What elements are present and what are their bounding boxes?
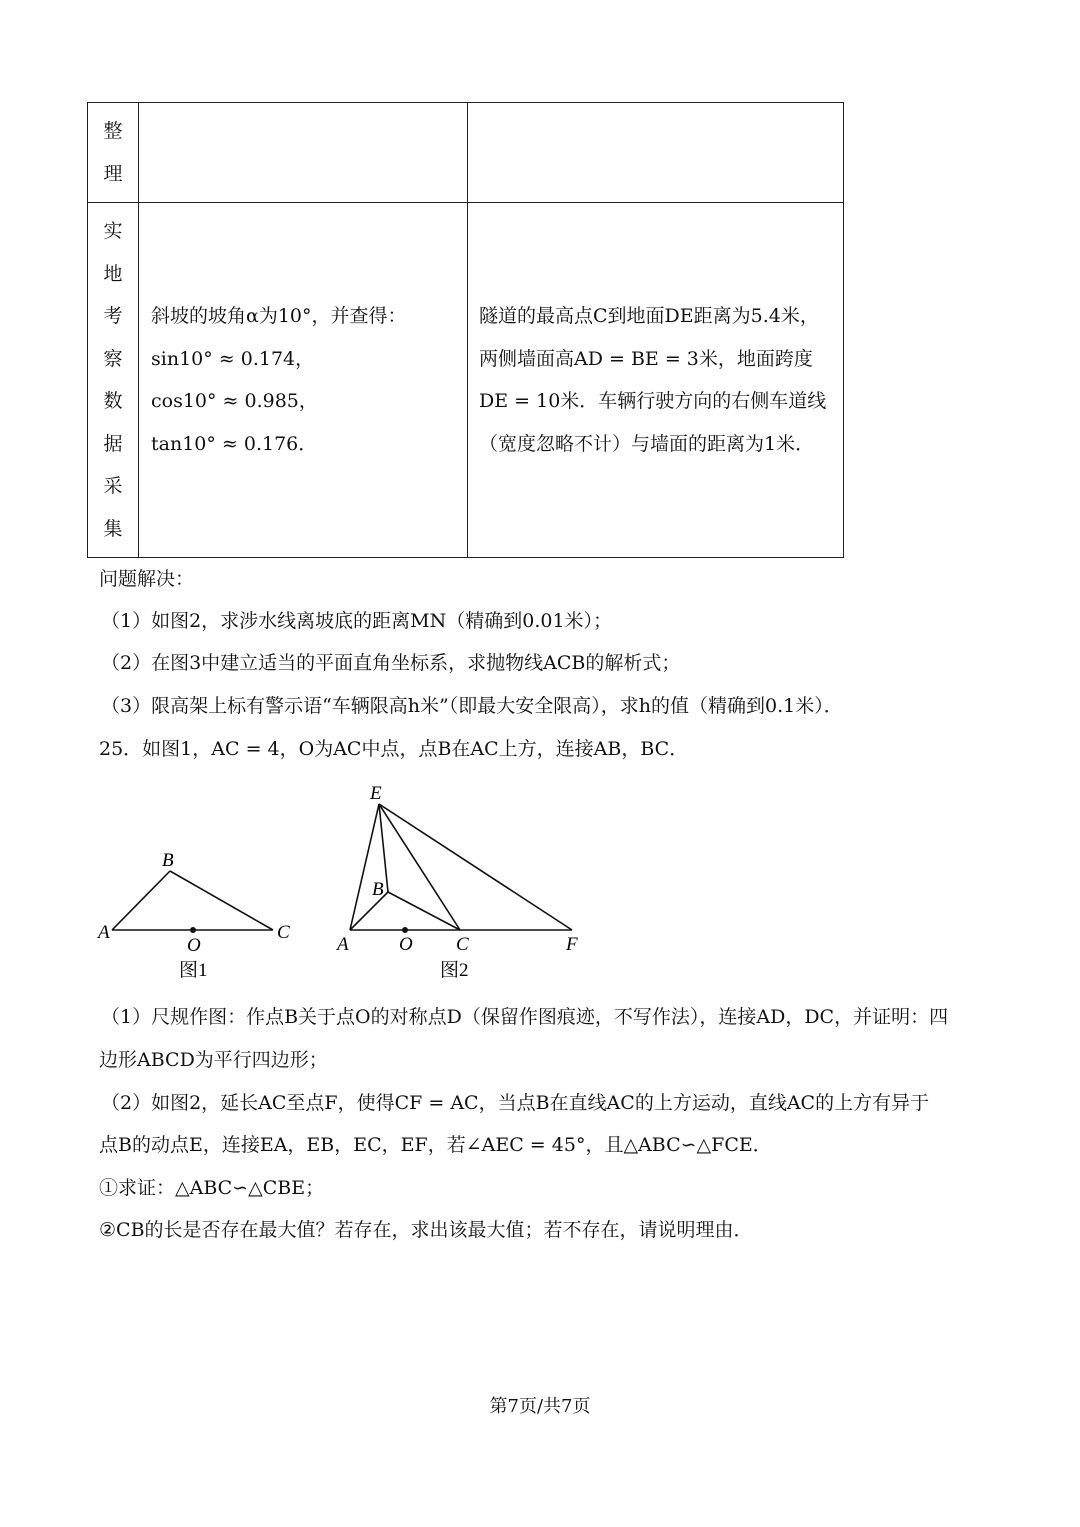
point-label: B bbox=[372, 879, 384, 900]
organize-cell-1 bbox=[139, 103, 468, 203]
problem24-heading: 问题解决： bbox=[99, 568, 195, 590]
point-label: O bbox=[399, 934, 413, 955]
problem25-q2-line2: 点B的动点E，连接EA，EB，EC，EF，若∠AEC = 45°，且△ABC∽△FCE． bbox=[99, 1134, 772, 1156]
point-label: E bbox=[370, 783, 382, 804]
point-label: C bbox=[277, 922, 290, 943]
label-char: 察 bbox=[103, 347, 123, 370]
problem25-q2-line1: （2）如图2，延长AC至点F，使得CF = AC，当点B在直线AC的上方运动，直线AC的上方有异于 bbox=[101, 1092, 930, 1114]
page-footer: 第7页/共7页 bbox=[489, 1396, 591, 1417]
label-char: 整 bbox=[103, 120, 123, 142]
table-row-organize bbox=[88, 103, 844, 203]
problem25-q2a: ①求证：△ABC∽△CBE； bbox=[99, 1177, 325, 1199]
tunnel-line: DE = 10米．车辆行驶方向的右侧车道线 bbox=[479, 390, 827, 412]
label-char: 集 bbox=[103, 517, 123, 540]
figure-1 bbox=[112, 871, 273, 930]
point-label: A bbox=[98, 922, 110, 943]
label-char: 考 bbox=[103, 305, 123, 327]
figure-2 bbox=[350, 804, 572, 930]
slope-line: tan10° ≈ 0.176． bbox=[151, 432, 318, 455]
row-label-organize bbox=[88, 103, 139, 203]
figure-caption: 图1 bbox=[179, 960, 208, 981]
label-char: 地 bbox=[103, 262, 123, 285]
point-o-dot bbox=[402, 927, 408, 933]
problem25-q1-line1: （1）尺规作图：作点B关于点O的对称点D（保留作图痕迹，不写作法），连接AD，DC，并证明：四 bbox=[101, 1006, 949, 1028]
tunnel-data-cell bbox=[468, 203, 844, 558]
problem24-q2: （2）在图3中建立适当的平面直角坐标系，求抛物线ACB的解析式； bbox=[101, 652, 681, 674]
problem25-intro: 25．如图1，AC = 4，O为AC中点，点B在AC上方，连接AB，BC． bbox=[99, 738, 689, 760]
data-table bbox=[87, 102, 844, 558]
label-char: 实 bbox=[103, 220, 123, 242]
slope-data-cell bbox=[139, 203, 468, 558]
label-char: 采 bbox=[103, 475, 123, 497]
point-label: O bbox=[187, 935, 201, 956]
segment-bc2 bbox=[388, 892, 460, 930]
problem24-q1: （1）如图2，求涉水线离坡底的距离MN（精确到0.01米）； bbox=[101, 610, 613, 632]
tunnel-line: （宽度忽略不计）与墙面的距离为1米． bbox=[479, 432, 815, 455]
segment-ab bbox=[112, 871, 170, 930]
slope-line: 斜坡的坡角α为10°，并查得： bbox=[151, 305, 407, 327]
segment-ef bbox=[379, 804, 572, 930]
segment-ec bbox=[379, 804, 460, 930]
segment-bc bbox=[170, 871, 273, 930]
label-char: 理 bbox=[103, 162, 123, 185]
point-label: F bbox=[566, 934, 578, 955]
slope-line: sin10° ≈ 0.174， bbox=[151, 347, 315, 370]
problem25-q1-line2: 边形ABCD为平行四边形； bbox=[99, 1049, 328, 1071]
problem25-q2b: ②CB的长是否存在最大值？若存在，求出该最大值；若不存在，请说明理由． bbox=[99, 1219, 753, 1241]
problem25-figures bbox=[90, 778, 610, 988]
tunnel-line: 两侧墙面高AD = BE = 3米，地面跨度 bbox=[479, 347, 813, 370]
point-label: B bbox=[162, 850, 174, 871]
point-label: A bbox=[337, 934, 349, 955]
figure-caption: 图2 bbox=[440, 960, 469, 981]
organize-cell-2 bbox=[468, 103, 844, 203]
slope-line: cos10° ≈ 0.985， bbox=[151, 390, 318, 412]
segment-ae bbox=[350, 804, 379, 930]
problem24-q3: （3）限高架上标有警示语“车辆限高h米”（即最大安全限高），求h的值（精确到0.1米）． bbox=[101, 695, 843, 717]
tunnel-line: 隧道的最高点C到地面DE距离为5.4米， bbox=[479, 305, 819, 327]
point-label: C bbox=[456, 934, 469, 955]
label-char: 据 bbox=[103, 432, 123, 455]
label-char: 数 bbox=[103, 390, 123, 412]
point-o-dot bbox=[190, 927, 196, 933]
table-row-field-data bbox=[88, 203, 844, 558]
row-label-field-data bbox=[88, 203, 139, 558]
